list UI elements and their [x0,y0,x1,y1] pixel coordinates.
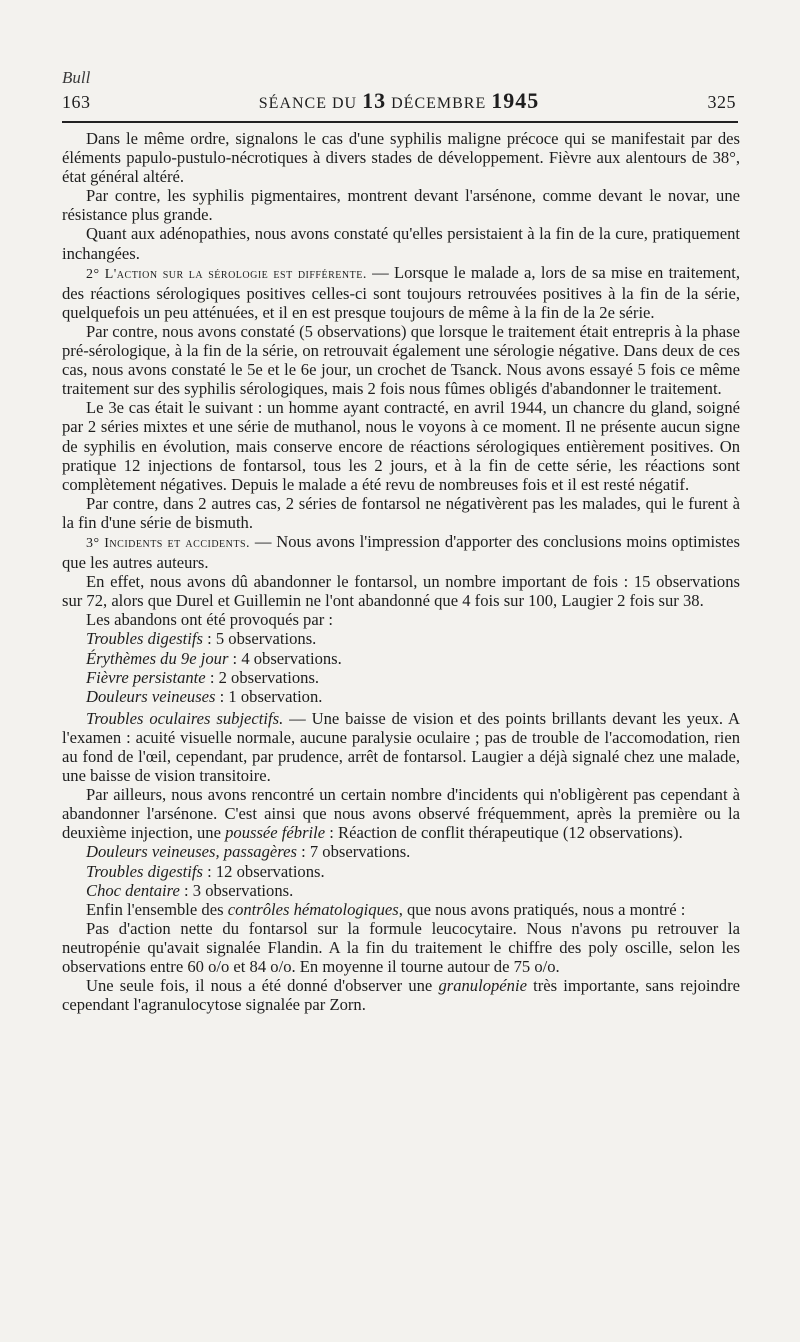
list-item-value: : 7 observations. [296,842,411,862]
header-rule [62,121,738,123]
paragraph: Le 3e cas était le suivant : un homme ayant contracté, en avril 1944, un chancre du gland, soigné par 2 séries mixtes et une série de muthanol, nous le voyons à ce moment. Il ne présente aucun signe de syphilis en évolution, mais conserve encore de réactions sérologiques entièrement positives. On pratique 12 injections de fontarsol, tous les 2 jours, et à la fin de cette série, les réactions sont complètement négatives. Depuis le malade a été revu de nombreuses fois et il est resté négatif. [62,398,740,494]
paragraph: Par contre, les syphilis pigmentaires, montrent devant l'arsénone, comme devant le novar, une résistance plus grande. [62,186,740,225]
section-heading: 2° L'action sur la sérologie est différente. [86,266,367,282]
paragraph-text: Une seule fois, il nous a été donné d'observer une [86,976,439,996]
title-year: 1945 [491,88,540,113]
paragraph [62,900,740,919]
emphasis: contrôles hématologiques [227,899,399,919]
title-month: DÉCEMBRE [386,95,492,112]
paragraph-text: , que nous avons pratiqués, nous a montré : [398,899,686,919]
list-item [62,668,740,687]
paragraph-text: Par ailleurs, nous avons rencontré un certain nombre d'incidents qui n'obligèrent pas cependant à abandonner l'arsénone. C'est ainsi que nous avons observé fréquemment, après la première ou la deuxième injection, une [62,785,740,843]
list-item [62,862,740,881]
list-item [62,842,740,861]
list-item [62,629,740,648]
paragraph-text: : Réaction de conflit thérapeutique (12 observations). [325,823,683,843]
paragraph [62,785,740,842]
paragraph: Les abandons ont été provoqués par : [86,610,333,630]
paragraph [62,976,740,1014]
list-item-label: Fièvre persistante [86,667,206,687]
title-day: 13 [362,88,387,113]
title-prefix: SÉANCE DU [258,95,363,112]
list-item-label: Choc dentaire [86,880,180,900]
list-item [62,687,740,706]
paragraph: Quant aux adénopathies, nous avons constaté qu'elles persistaient à la fin de la cure, pratiquement inchangées. [62,224,740,263]
running-header [62,88,736,114]
paragraph-text: très importante, sans rejoindre cependant l'agranulocytose signalée par Zorn. [62,976,741,1015]
paragraph: En effet, nous avons dû abandonner le fontarsol, un nombre important de fois : 15 observations sur 72, alors que Durel et Guillemin ne l'ont abandonné que 4 fois sur 100, Laugier 2 fois sur 38. [62,572,740,611]
paragraph-text: — Une baisse de vision et des points brillants devant les yeux. A l'examen : acuité visuelle normale, aucune paralysie oculaire ; pas de trouble de l'accomodation, rien au fond de l'œil, cependant, par prudence, arrêt de fontarsol. Laugier a déjà signalé chez une malade, une baisse de vision transitoire. [62,708,740,786]
paragraph [62,532,740,572]
list-item-value: : 2 observations. [205,667,320,687]
emphasis: poussée fébrile [225,823,326,843]
page-number-right: 325 [707,92,736,112]
list-item-label: Troubles digestifs [86,861,203,881]
session-title [259,88,539,114]
list-item [62,649,740,668]
list-item-value: : 5 observations. [202,629,317,649]
list-item-value: : 1 observation. [215,686,323,706]
article-body [62,129,740,1014]
list-item-value: : 4 observations. [228,648,342,668]
list-item-label: Troubles digestifs [86,629,203,649]
paragraph: Pas d'action nette du fontarsol sur la formule leucocytaire. Nous n'avons pu retrouver la neutropénie qu'avait signalée Flandin. A la fin du traitement le chiffre des poly oscille, selon les observations entre 60 o/o et 84 o/o. En moyenne il tourne autour de 75 o/o. [62,918,740,977]
paragraph-heading: Troubles oculaires subjectifs. [86,708,284,728]
paragraph-text: Enfin l'ensemble des [86,899,228,919]
list-item-label: Érythèmes du 9e jour [86,648,229,668]
paragraph [62,709,740,785]
list-item-value: : 3 observations. [179,880,294,900]
paragraph-text: — Lorsque le malade a, lors de sa mise en traitement, des réactions sérologiques positives celles-ci sont toujours retrouvées positives à la fin de la série, quelquefois un peu atténuées, et il en est presque toujours de même à la fin de la 2e série. [62,262,741,322]
paragraph: Par contre, dans 2 autres cas, 2 séries de fontarsol ne négativèrent pas les malades, qui le furent à la fin d'une série de bismuth. [62,493,740,532]
section-heading: 3° Incidents et accidents. [86,535,251,551]
list-item-value: : 12 observations. [202,861,325,881]
list-item-label: Douleurs veineuses, passagères [86,842,297,862]
page-number-left: 163 [62,92,91,112]
paragraph [62,263,740,322]
list-item-label: Douleurs veineuses [86,686,216,706]
paragraph: Dans le même ordre, signalons le cas d'une syphilis maligne précoce qui se manifestait par des éléments papulo-pustulo-nécrotiques à divers stades de développement. Fièvre aux alentours de 38°, état général altéré. [62,129,740,187]
list-item [62,881,740,900]
handwritten-annotation: Bull [62,68,91,87]
paragraph: Par contre, nous avons constaté (5 observations) que lorsque le traitement était entrepris à la phase pré-sérologique, à la fin de la série, on retrouvait également une sérologie négative. Dans deux de ces cas, nous avons constaté le 5e et le 6e jour, un crochet de Tsanck. Nous avons essayé 5 fois ce même traitement sur des syphilis sérologiques, mais 2 fois nous fûmes obligés d'abandonner le traitement. [62,321,740,399]
paragraph-text: — Nous avons l'impression d'apporter des conclusions moins optimistes que les autres auteurs. [62,531,740,573]
emphasis: granulopénie [438,976,527,996]
